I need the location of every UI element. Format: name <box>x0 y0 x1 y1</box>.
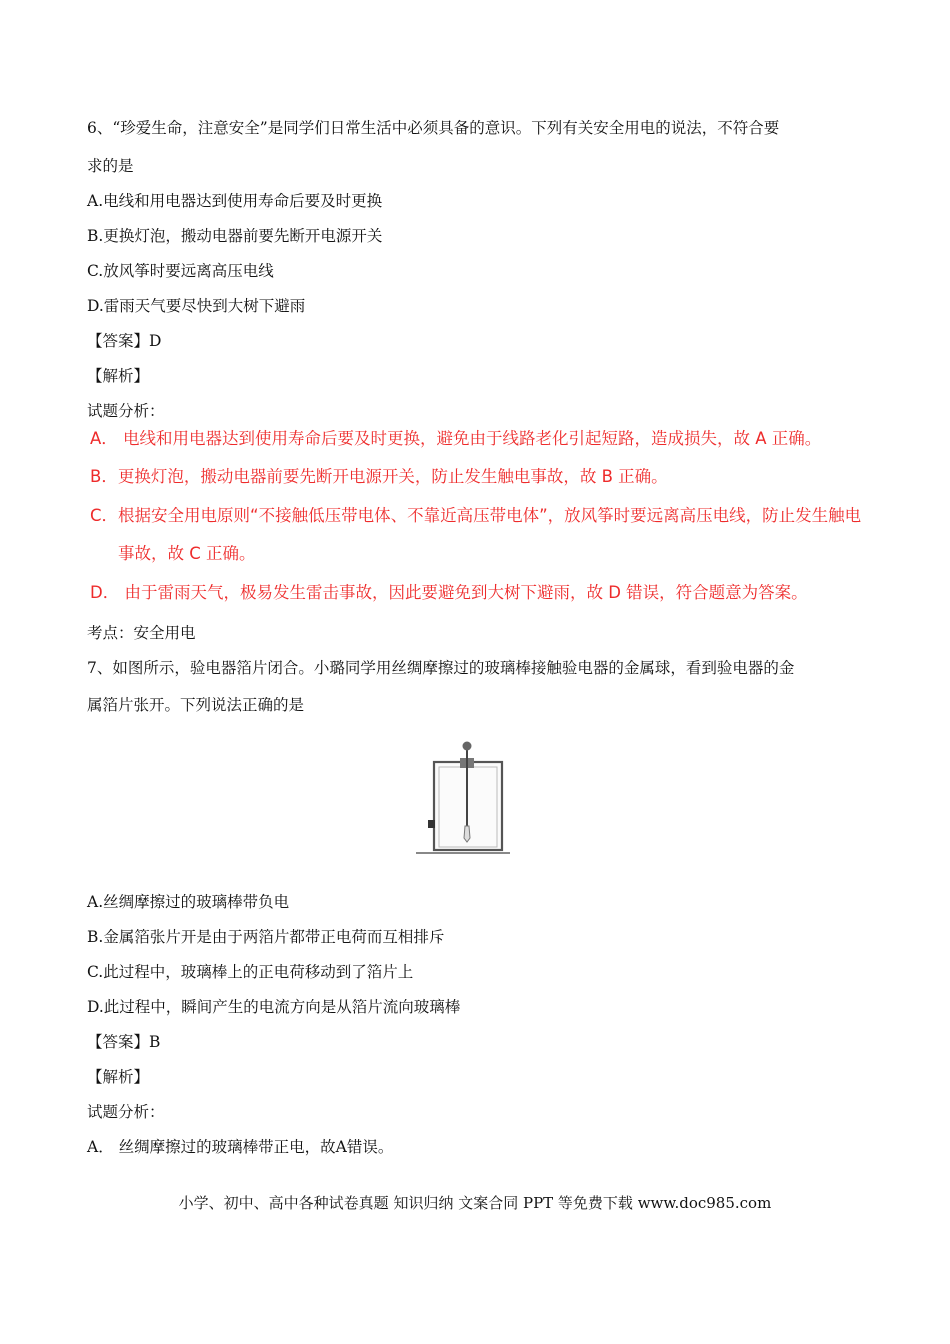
q7-answer: 【答案】B <box>87 1033 161 1051</box>
electroscope-figure <box>414 738 512 856</box>
q6-option-c: C.放风筝时要远离高压电线 <box>87 262 274 280</box>
q6-answer: 【答案】D <box>87 332 162 350</box>
q7-option-d: D.此过程中，瞬间产生的电流方向是从箔片流向玻璃棒 <box>87 998 461 1016</box>
q7-analysis-a: A． 丝绸摩擦过的玻璃棒带正电，故A错误。 <box>87 1138 394 1156</box>
q7-analysis-intro: 试题分析： <box>87 1103 165 1121</box>
q6-option-a: A.电线和用电器达到使用寿命后要及时更换 <box>87 192 383 210</box>
q7-analysis-label: 【解析】 <box>87 1068 150 1086</box>
q6-analysis-label: 【解析】 <box>87 367 150 385</box>
q7-option-b: B.金属箔张片开是由于两箔片都带正电荷而互相排斥 <box>87 928 445 946</box>
q6-option-b: B.更换灯泡，搬动电器前要先断开电源开关 <box>87 227 383 245</box>
q6-option-d: D.雷雨天气要尽快到大树下避雨 <box>87 297 306 315</box>
q7-option-a: A.丝绸摩擦过的玻璃棒带负电 <box>87 893 290 911</box>
q7-option-c: C.此过程中，玻璃棒上的正电荷移动到了箔片上 <box>87 963 414 981</box>
q6-stem-line2: 求的是 <box>87 157 134 175</box>
q6-analysis-d: D． 由于雷雨天气，极易发生雷击事故，因此要避免到大树下避雨，故 D 错误，符合题意为答案。 <box>90 583 808 602</box>
q6-kaodian: 考点：安全用电 <box>87 624 196 642</box>
q6-analysis-intro: 试题分析： <box>87 402 165 420</box>
q6-stem-line1: 6、“珍爱生命，注意安全”是同学们日常生活中必须具备的意识。下列有关安全用电的说法，不符合要 <box>87 119 780 137</box>
q7-stem-line1: 7、如图所示，验电器箔片闭合。小璐同学用丝绸摩擦过的玻璃棒接触验电器的金属球，看到验电器的金 <box>87 659 795 677</box>
electroscope-ball <box>463 742 472 751</box>
q6-analysis-b: B．更换灯泡，搬动电器前要先断开电源开关，防止发生触电事故，故 B 正确。 <box>90 467 668 486</box>
electroscope-side-knob <box>428 820 435 828</box>
q7-stem-line2: 属箔片张开。下列说法正确的是 <box>87 696 305 714</box>
q6-analysis-c: C．根据安全用电原则“不接触低压带电体、不靠近高压带电体”，放风筝时要远离高压电线，防止发生触电 <box>90 506 862 525</box>
page-footer: 小学、初中、高中各种试卷真题 知识归纳 文案合同 PPT 等免费下载 www.doc985.com <box>178 1194 772 1212</box>
q6-analysis-c-cont: 事故，故 C 正确。 <box>118 544 256 563</box>
electroscope-foil <box>464 826 470 842</box>
q6-analysis-a: A． 电线和用电器达到使用寿命后要及时更换，避免由于线路老化引起短路，造成损失，故 A 正确。 <box>90 429 822 448</box>
